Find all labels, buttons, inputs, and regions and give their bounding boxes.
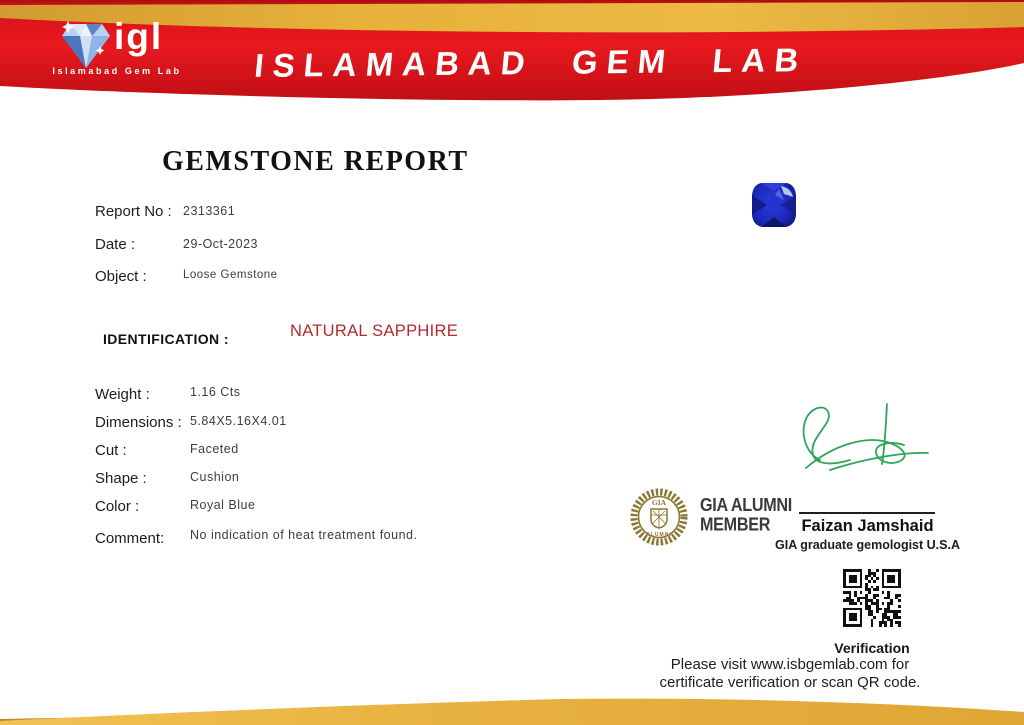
sapphire-photo: [751, 181, 797, 229]
shape-label: Shape :: [95, 470, 147, 487]
certifier-credentials: GIA graduate gemologist U.S.A: [775, 538, 960, 552]
seal-label-line2: MEMBER: [700, 514, 771, 535]
verification-note-line1: Please visit www.isbgemlab.com for: [670, 656, 910, 673]
igl-logo: [52, 16, 182, 82]
date-label: Date :: [95, 236, 136, 253]
weight-label: Weight :: [95, 386, 150, 403]
cut-label: Cut :: [95, 442, 127, 459]
dimensions-value: 5.84X5.16X4.01: [190, 414, 287, 428]
qr-module: [898, 624, 901, 627]
verification-note-line2: certificate verification or scan QR code.: [659, 674, 921, 691]
color-label: Color :: [95, 498, 140, 515]
identification-value: NATURAL SAPPHIRE: [290, 322, 459, 340]
diamond-icon: [60, 20, 112, 70]
logo-brand-text: igl: [114, 16, 164, 57]
gia-alumni-seal-icon: [630, 488, 688, 546]
report-no-value: 2313361: [183, 204, 236, 218]
comment-label: Comment:: [95, 530, 165, 547]
shape-value: Cushion: [190, 470, 240, 484]
seal-alumni-text: ALUMNI: [646, 532, 672, 538]
dimensions-label: Dimensions :: [95, 414, 182, 431]
report-title: GEMSTONE REPORT: [162, 146, 469, 177]
report-no-label: Report No :: [95, 203, 172, 220]
footer-amber-band: [0, 699, 1024, 725]
verification-label: Verification: [834, 640, 910, 656]
object-value: Loose Gemstone: [183, 269, 278, 281]
certifier-name: Faizan Jamshaid: [801, 517, 934, 535]
comment-value: No indication of heat treatment found.: [190, 528, 418, 542]
verification-qr-code: [843, 569, 901, 627]
identification-label: IDENTIFICATION :: [103, 331, 229, 347]
color-value: Royal Blue: [190, 498, 256, 512]
date-value: 29-Oct-2023: [183, 237, 258, 251]
weight-value: 1.16 Cts: [190, 385, 241, 399]
footer-gold-band: [0, 693, 1024, 725]
object-label: Object :: [95, 268, 147, 285]
logo-subtitle: Islamabad Gem Lab: [52, 66, 182, 76]
seal-gia-text: GIA: [651, 498, 667, 507]
lab-name-title: ISLAMABAD GEM LAB: [252, 41, 810, 84]
seal-label-line1: GIA ALUMNI: [700, 494, 792, 516]
gemologist-signature: [790, 400, 940, 482]
gia-alumni-member-label: [700, 496, 792, 535]
signature-line: [799, 512, 935, 514]
cut-value: Faceted: [190, 442, 239, 456]
